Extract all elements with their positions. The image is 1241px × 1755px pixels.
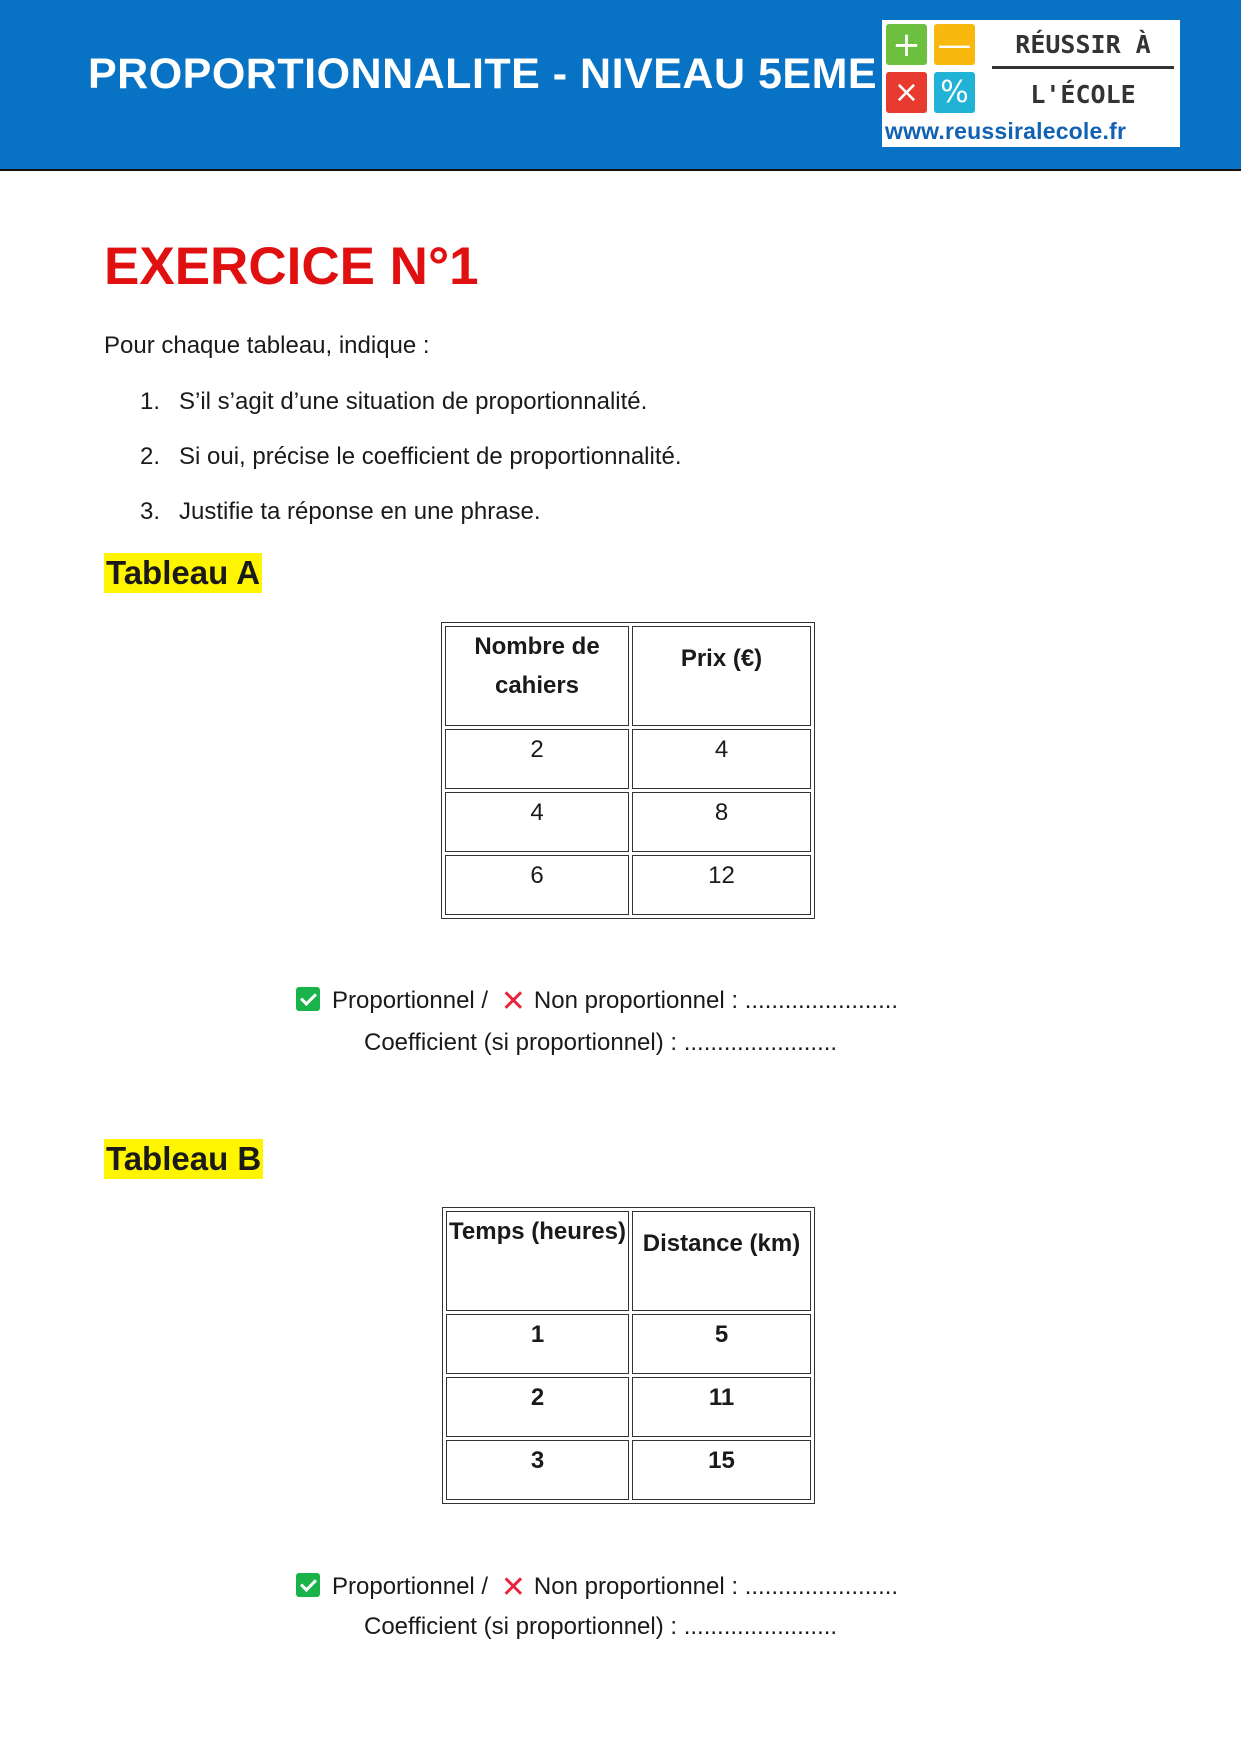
table-header-cell: Nombre de cahiers: [445, 626, 629, 726]
answer-non-proportional-label: Non proportionnel : .......................: [533, 987, 899, 1014]
answer-coefficient-line: Coefficient (si proportionnel) : .......................: [364, 1029, 838, 1056]
table-b: [442, 1207, 815, 1504]
table-a-label: Tableau A: [106, 554, 261, 591]
table-cell: 1: [446, 1314, 629, 1374]
cross-icon: ✕: [500, 1570, 526, 1605]
logo-url[interactable]: www.reussiralecole.fr: [885, 118, 1127, 144]
table-b-label: Tableau B: [106, 1140, 262, 1177]
instruction-number: 2.: [140, 443, 161, 470]
check-box-icon: [296, 987, 320, 1011]
logo-text-line2: L'ÉCOLE: [1030, 80, 1136, 109]
table-cell: 2: [445, 729, 629, 789]
page-title: PROPORTIONNALITE - NIVEAU 5EME: [88, 50, 878, 98]
table-cell: 12: [632, 855, 811, 915]
answer-line-proportional: [296, 1570, 899, 1605]
table-cell: 5: [632, 1314, 811, 1374]
instruction-item: [140, 388, 647, 416]
percent-icon: %: [934, 72, 975, 113]
instruction-text: Justifie ta réponse en une phrase.: [179, 498, 541, 525]
table-header-cell: Distance (km): [632, 1211, 811, 1311]
instruction-text: Si oui, précise le coefficient de proportionnalité.: [179, 443, 682, 470]
exercise-intro: Pour chaque tableau, indique :: [104, 332, 430, 359]
plus-icon: +: [886, 24, 927, 65]
instruction-number: 1.: [140, 388, 161, 415]
exercise-title: EXERCICE N°1: [104, 237, 479, 296]
table-a: [441, 622, 815, 919]
instruction-number: 3.: [140, 498, 161, 525]
answer-non-proportional-label: Non proportionnel : .......................: [533, 1573, 899, 1600]
logo-divider: [992, 66, 1174, 69]
table-header-cell: Temps (heures): [446, 1211, 629, 1311]
instruction-item: [140, 443, 682, 471]
answer-proportional-label: Proportionnel /: [332, 987, 495, 1014]
logo-text-line1: RÉUSSIR À: [1015, 30, 1151, 59]
instruction-item: [140, 498, 541, 526]
check-box-icon: [296, 1573, 320, 1597]
table-cell: 4: [632, 729, 811, 789]
answer-coefficient-line: Coefficient (si proportionnel) : .......................: [364, 1613, 838, 1640]
table-cell: 15: [632, 1440, 811, 1500]
answer-line-proportional: [296, 984, 899, 1019]
instruction-text: S’il s’agit d’une situation de proportionnalité.: [179, 388, 648, 415]
times-icon: ×: [886, 72, 927, 113]
table-cell: 11: [632, 1377, 811, 1437]
cross-icon: ✕: [500, 984, 526, 1019]
table-cell: 8: [632, 792, 811, 852]
answer-proportional-label: Proportionnel /: [332, 1573, 495, 1600]
table-cell: 2: [446, 1377, 629, 1437]
page-header: [0, 0, 1241, 171]
table-header-cell: Prix (€): [632, 626, 811, 726]
minus-icon: —: [934, 24, 975, 65]
table-cell: 4: [445, 792, 629, 852]
table-cell: 6: [445, 855, 629, 915]
site-logo: [882, 20, 1180, 147]
table-cell: 3: [446, 1440, 629, 1500]
